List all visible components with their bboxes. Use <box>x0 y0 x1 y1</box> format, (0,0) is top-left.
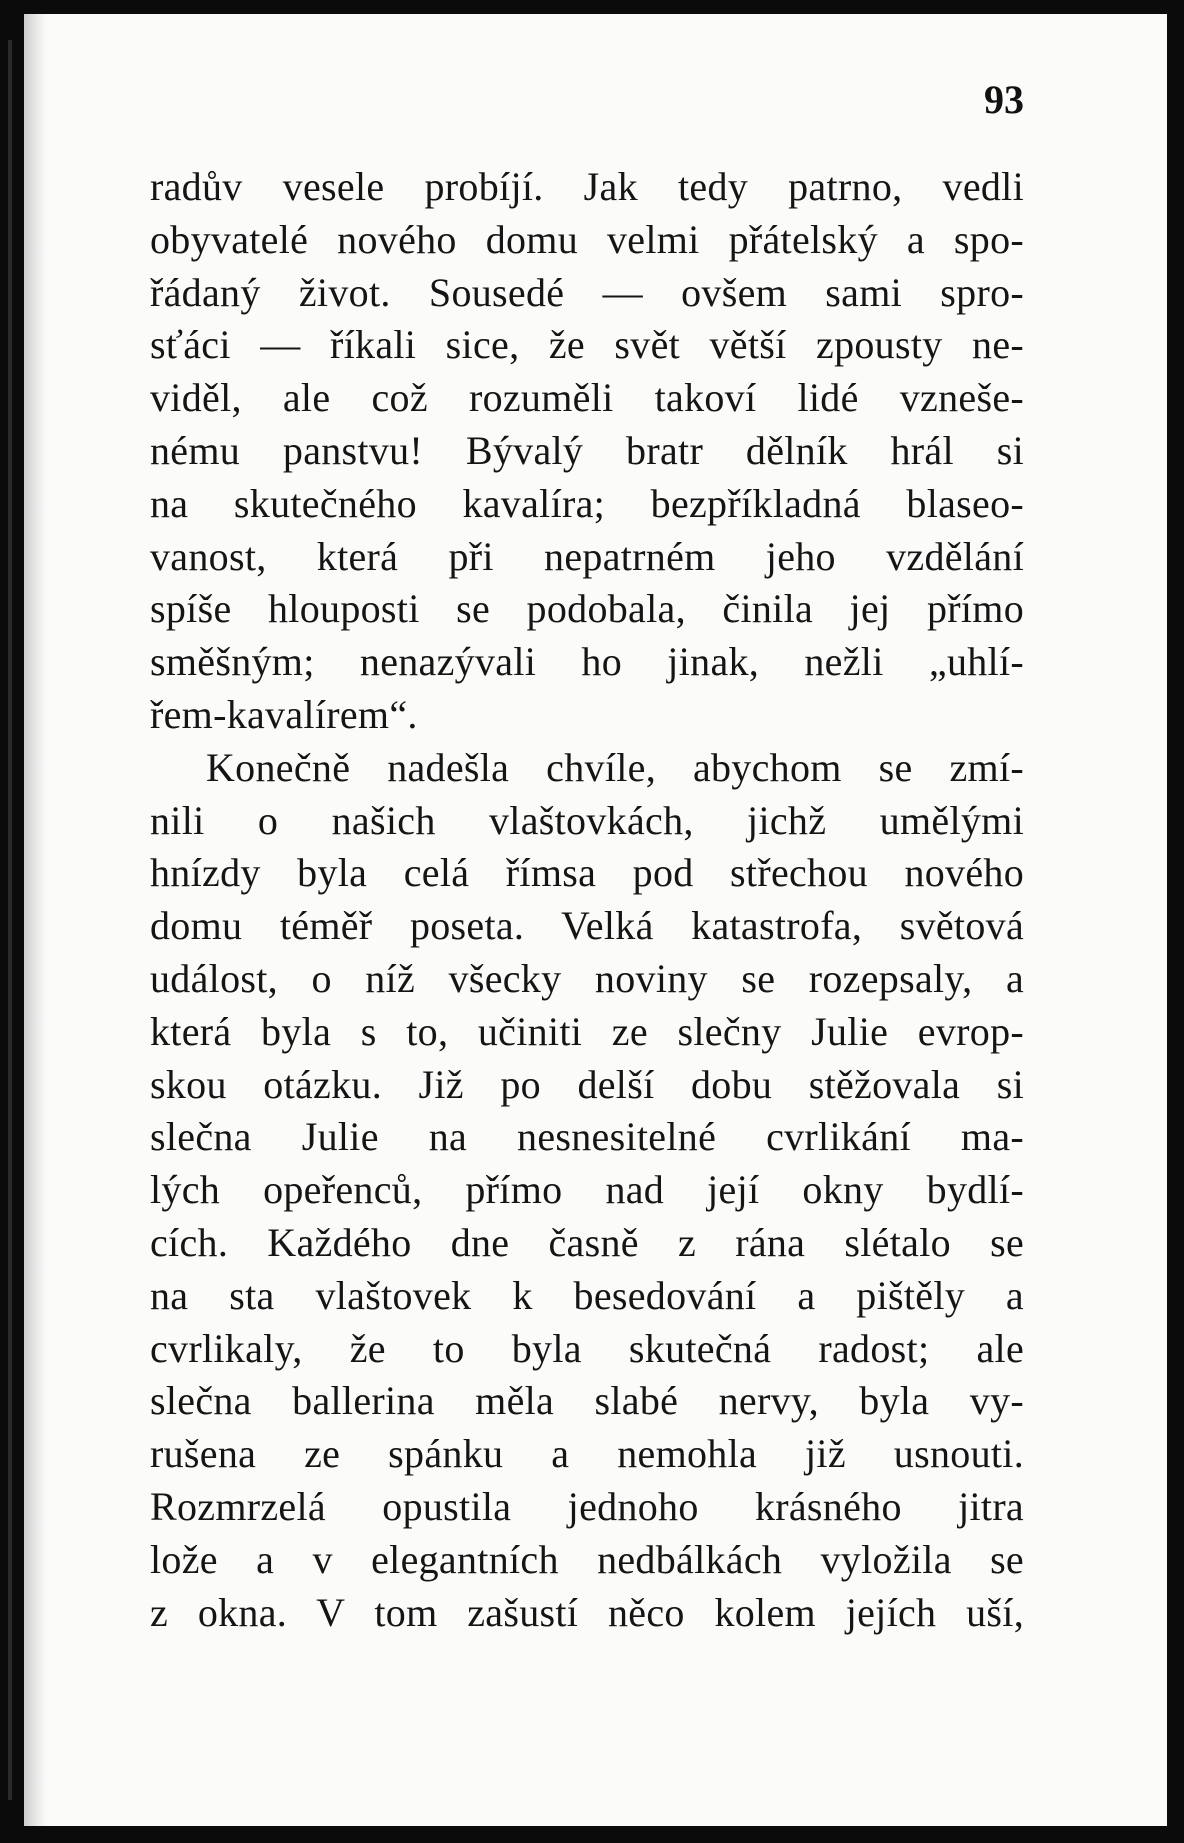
text-line: skou otázku. Již po delší dobu stěžovala si <box>150 1061 1024 1107</box>
text-line: slečna ballerina měla slabé nervy, byla vy- <box>150 1378 1024 1424</box>
text-line: radův vesele probíjí. Jak tedy patrno, vedli <box>150 164 1024 209</box>
book-page <box>24 14 1167 1826</box>
page-number: 93 <box>984 77 1024 122</box>
page-gutter-shadow <box>24 14 46 1826</box>
text-line: na skutečného kavalíra; bezpříkladná blaseo- <box>150 480 1024 526</box>
text-line: událost, o níž všecky noviny se rozepsaly, a <box>150 955 1024 1001</box>
text-line: domu téměř poseta. Velká katastrofa, světová <box>150 903 1024 949</box>
text-line: spíše hlouposti se podobala, činila jej přímo <box>150 586 1024 632</box>
text-line: nému panstvu! Bývalý bratr dělník hrál si <box>150 427 1024 473</box>
text-line: nili o našich vlaštovkách, jichž umělými <box>150 797 1024 843</box>
scan-edge-line <box>8 40 12 1800</box>
text-line: viděl, ale což rozuměli takoví lidé vzneše- <box>150 375 1024 421</box>
text-line: na sta vlaštovek k besedování a pištěly a <box>150 1272 1024 1318</box>
text-line: směšným; nenazývali ho jinak, nežli „uhlí- <box>150 639 1024 685</box>
text-line: lože a v elegantních nedbálkách vyložila se <box>150 1536 1024 1582</box>
text-line: cvrlikaly, že to byla skutečná radost; ale <box>150 1325 1024 1371</box>
text-line: slečna Julie na nesnesitelné cvrlikání ma- <box>150 1114 1024 1160</box>
text-line: z okna. V tom zašustí něco kolem jejích uší, <box>150 1589 1024 1635</box>
text-line: Konečně nadešla chvíle, abychom se zmí- <box>206 744 1024 790</box>
text-line: cích. Každého dne časně z rána slétalo se <box>150 1219 1024 1265</box>
text-line: rušena ze spánku a nemohla již usnouti. <box>150 1431 1024 1477</box>
text-line: obyvatelé nového domu velmi přátelský a spo- <box>150 216 1024 262</box>
text-line: sťáci — říkali sice, že svět větší zpousty ne- <box>150 322 1024 368</box>
text-line: vanost, která při nepatrném jeho vzdělání <box>150 533 1024 579</box>
text-line: Rozmrzelá opustila jednoho krásného jitra <box>150 1483 1024 1529</box>
body-text <box>150 161 1024 1639</box>
text-line: která byla s to, učiniti ze slečny Julie evrop- <box>150 1008 1024 1054</box>
text-line: lých opeřenců, přímo nad její okny bydlí- <box>150 1167 1024 1213</box>
text-line: řem-kavalírem“. <box>150 691 418 737</box>
text-line: hnízdy byla celá římsa pod střechou nového <box>150 850 1024 896</box>
text-line: řádaný život. Sousedé — ovšem sami spro- <box>150 269 1024 315</box>
